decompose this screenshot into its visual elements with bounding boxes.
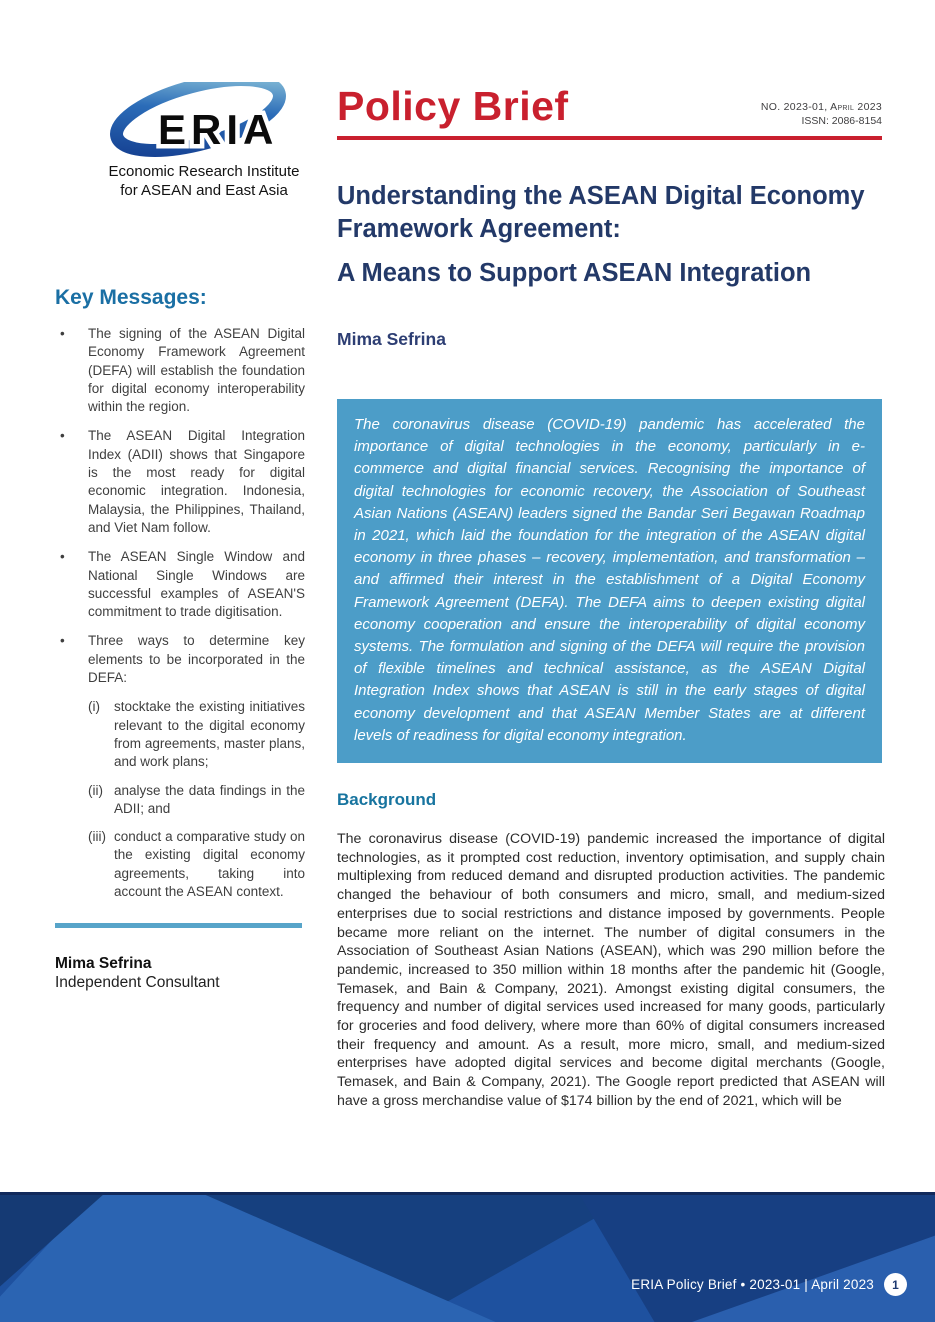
key-messages-sublist: [88, 698, 305, 901]
eria-brand-text: ERIA: [158, 106, 279, 153]
background-section: [337, 790, 885, 1111]
key-message-item: [55, 427, 305, 537]
article-title: [337, 180, 885, 290]
subitem-text: analyse the data findings in the ADII; and: [114, 782, 305, 816]
article-title-part2: A Means to Support ASEAN Integration: [337, 259, 812, 287]
key-message-text: The ASEAN Single Window and National Single Windows are successful examples of ASEAN'S commitment to trade digitisation.: [88, 549, 305, 620]
key-message-item: [55, 325, 305, 416]
footer-band: [0, 1192, 935, 1322]
key-messages-sidebar: [55, 286, 305, 992]
bullet-icon: •: [60, 633, 65, 649]
page-number-badge: 1: [884, 1273, 907, 1296]
eria-swoosh-icon: [106, 82, 302, 158]
key-message-subitem: [88, 698, 305, 771]
logo-caption-line2: for ASEAN and East Asia: [120, 182, 288, 199]
subitem-text: conduct a comparative study on the existing digital economy agreements, taking into account the ASEAN context.: [114, 829, 305, 900]
key-message-item: [55, 548, 305, 621]
sidebar-author-block: [55, 954, 305, 992]
key-message-text: The signing of the ASEAN Digital Economy Framework Agreement (DEFA) will establish the foundation for digital economy interoperability within the region.: [88, 326, 305, 415]
key-message-subitem: [88, 782, 305, 819]
sidebar-author-title: Independent Consultant: [55, 974, 220, 992]
issue-issn: ISSN: 2086-8154: [801, 115, 882, 127]
sidebar-author-name: Mima Sefrina: [55, 955, 152, 973]
sidebar-divider: [55, 923, 302, 928]
article-author: Mima Sefrina: [337, 329, 446, 349]
bullet-icon: •: [60, 428, 65, 444]
key-messages-heading: Key Messages:: [55, 286, 207, 309]
key-message-text: The ASEAN Digital Integration Index (ADII) shows that Singapore is the most ready for digital economic integration. Indonesia, Malaysia, the Philippines, Thailand, and Viet Nam follow.: [88, 428, 305, 535]
logo-caption-line1: Economic Research Institute: [108, 163, 300, 180]
abstract-box: The coronavirus disease (COVID-19) pandemic has accelerated the importance of digital technologies in the economy, particularly in e-commerce and digital financial services. Recognising the importance of digital technologies for economic recovery, the Association of Southeast Asian Nations (ASEAN) leaders signed the Bandar Seri Begawan Roadmap in 2021, which laid the foundation for the integration of the ASEAN digital economy in three phases – recovery, implementation, and transformation – and affirmed their interest in the establishment of a Digital Economy Framework Agreement (DEFA). The DEFA aims to deepen existing digital economy cooperation and ensure the interoperability of digital economy systems. The formulation and signing of the DEFA will require the provision of flexible timelines and technical assistance, as the ASEAN Digital Integration Index shows that ASEAN is still in the early stages of digital economy development and that ASEAN Member States are at different levels of readiness for digital economy integration.: [337, 399, 882, 763]
masthead-title: Policy Brief: [337, 83, 569, 129]
key-message-item: [55, 632, 305, 687]
bullet-icon: •: [60, 549, 65, 565]
key-message-subitem: [88, 828, 305, 901]
body-paragraph: The coronavirus disease (COVID-19) pandemic increased the importance of digital technologies, as it prompted cost reduction, inventory optimisation, and supply chain multiplexing from reduced demand and disrupted production activities. The pandemic changed the behaviour of both consumers and micro, small, and medium-sized enterprises due to social restrictions and distance imposed by governments. People became more reliant on the internet. The number of digital consumers in the Association of Southeast Asian Nations (ASEAN), which was 290 million before the pandemic, increased to 350 million within 18 months after the pandemic hit (Google, Temasek, and Bain & Company, 2021). Amongst existing digital consumers, the frequency and number of digital services used increased for many goods, particularly for groceries and food delivery, where more than 60% of digital consumers increased their frequency and amount. As a result, more micro, small, and medium-sized enterprises have adopted digital services and become digital merchants (Google, Temasek, and Bain & Company, 2021). The Google report predicted that ASEAN will have a gross merchandise value of $174 billion by the end of 2021, which will be: [337, 831, 885, 1109]
masthead-rule: [337, 136, 882, 140]
bullet-icon: •: [60, 326, 65, 341]
key-messages-list: [55, 325, 305, 687]
article-title-part1: Understanding the ASEAN Digital Economy Framework Agreement:: [337, 182, 865, 243]
eria-logo: [88, 82, 320, 200]
issue-number: NO. 2023-01, April 2023: [760, 101, 882, 113]
logo-caption: [88, 162, 320, 200]
masthead: [337, 84, 882, 140]
section-heading: Background: [337, 790, 437, 809]
key-message-text: Three ways to determine key elements to be incorporated in the DEFA:: [88, 633, 305, 686]
subitem-marker: (i): [88, 699, 100, 715]
subitem-text: stocktake the existing initiatives relevant to the digital economy from agreements, master plans, and work plans;: [114, 699, 305, 770]
footer-content: [631, 1273, 907, 1296]
subitem-marker: (ii): [88, 782, 103, 798]
issue-block: [761, 84, 882, 128]
footer-citation: ERIA Policy Brief • 2023-01 | April 2023: [631, 1277, 874, 1292]
subitem-marker: (iii): [88, 829, 106, 845]
